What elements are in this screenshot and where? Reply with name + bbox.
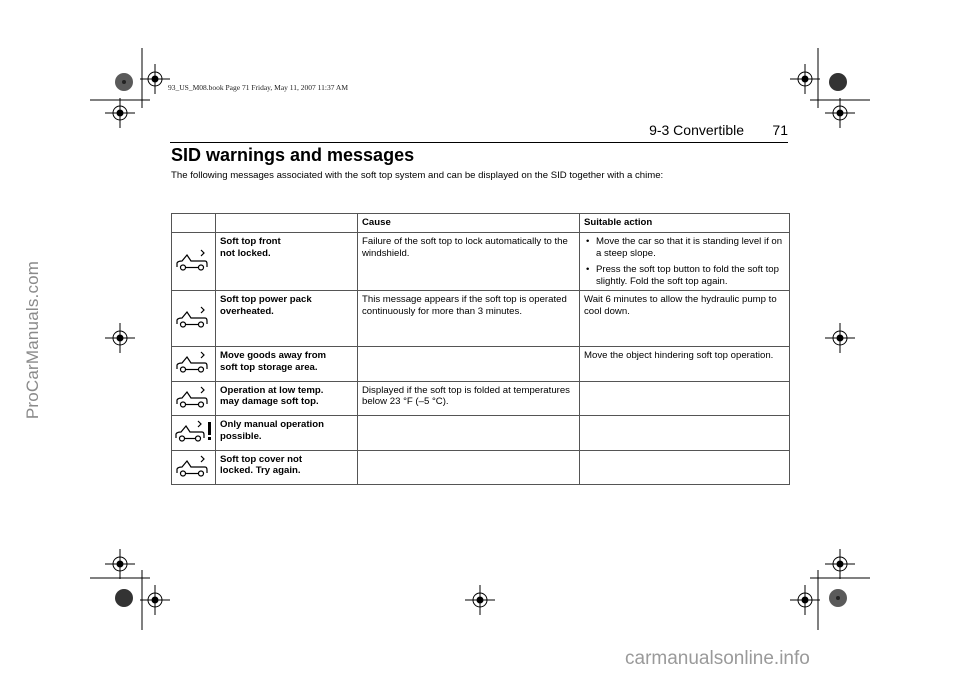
color-dot-mark <box>114 72 134 92</box>
registration-mark <box>790 585 820 615</box>
registration-mark <box>105 323 135 353</box>
sid-message-text: Soft top front not locked. <box>216 233 358 291</box>
header-action-cell: Suitable action <box>580 214 790 233</box>
soft-top-icon <box>172 381 216 416</box>
action-cell <box>580 291 790 347</box>
action-item: • Move the car so that it is standing level if on a steep slope. <box>584 236 785 259</box>
cause-text: Failure of the soft top to lock automatically to the windshield. <box>358 233 580 291</box>
table-row <box>172 381 790 416</box>
section-label: 9-3 Convertible <box>649 122 744 138</box>
intro-text: The following messages associated with the soft top system and can be displayed on the SID together with a chime: <box>171 170 664 181</box>
registration-mark <box>825 98 855 128</box>
soft-top-icon <box>172 450 216 485</box>
registration-mark <box>140 64 170 94</box>
action-cell <box>580 416 790 451</box>
action-cell <box>580 347 790 382</box>
registration-mark <box>825 549 855 579</box>
bottom-watermark: carmanualsonline.info <box>625 648 810 669</box>
table-row <box>172 347 790 382</box>
action-cell <box>580 450 790 485</box>
sid-message-text: Soft top power pack overheated. <box>216 291 358 347</box>
cause-text <box>358 416 580 451</box>
table-row <box>172 416 790 451</box>
table-row <box>172 291 790 347</box>
header-icon-cell <box>172 214 216 233</box>
color-dot-mark <box>114 588 134 608</box>
registration-mark <box>825 323 855 353</box>
page-header <box>170 120 788 143</box>
sid-message-text: Move goods away from soft top storage area. <box>216 347 358 382</box>
page-number: 71 <box>772 122 788 138</box>
action-item: • Press the soft top button to fold the soft top slightly. Fold the soft top again. <box>584 264 785 287</box>
color-dot-mark <box>828 588 848 608</box>
table-row <box>172 233 790 291</box>
registration-mark <box>105 549 135 579</box>
page-title: SID warnings and messages <box>171 145 415 165</box>
cause-text <box>358 347 580 382</box>
sid-message-text: Operation at low temp. may damage soft top. <box>216 381 358 416</box>
cause-text: Displayed if the soft top is folded at temperatures below 23 °F (–5 °C). <box>358 381 580 416</box>
soft-top-warning-icon <box>172 416 216 451</box>
registration-mark <box>105 98 135 128</box>
header-message-cell <box>216 214 358 233</box>
soft-top-icon <box>172 233 216 291</box>
action-cell <box>580 233 790 291</box>
header-cause-cell: Cause <box>358 214 580 233</box>
registration-mark <box>790 64 820 94</box>
table-row <box>172 450 790 485</box>
sid-message-text: Soft top cover not locked. Try again. <box>216 450 358 485</box>
table-header-row <box>172 214 790 233</box>
sid-messages-table <box>171 213 790 485</box>
action-item: Wait 6 minutes to allow the hydraulic pump to cool down. <box>584 294 777 317</box>
registration-mark <box>140 585 170 615</box>
cause-text <box>358 450 580 485</box>
side-watermark: ProCarManuals.com <box>23 260 42 420</box>
soft-top-icon <box>172 347 216 382</box>
book-file-label: 93_US_M08.book Page 71 Friday, May 11, 2007 11:37 AM <box>168 83 348 92</box>
action-item: Move the object hindering soft top operation. <box>584 350 774 361</box>
action-cell <box>580 381 790 416</box>
soft-top-icon <box>172 291 216 347</box>
color-dot-mark <box>828 72 848 92</box>
sid-message-text: Only manual operation possible. <box>216 416 358 451</box>
registration-mark <box>465 585 495 615</box>
action-list <box>584 236 785 287</box>
cause-text: This message appears if the soft top is operated continuously for more than 3 minutes. <box>358 291 580 347</box>
